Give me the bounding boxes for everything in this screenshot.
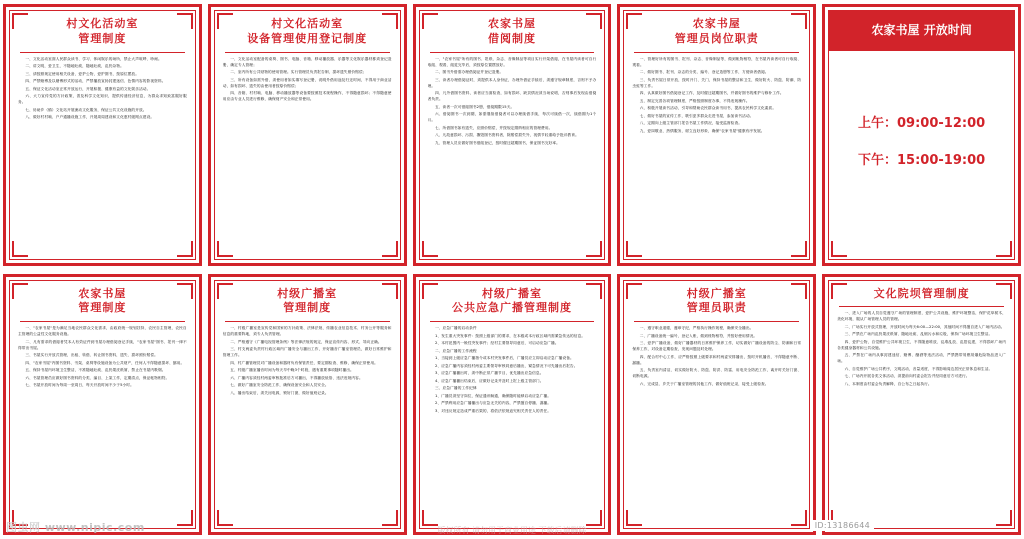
body-paragraph: 六、自觉维护广场公共秩序，文明活动，音量适度，不得影响周边居民正常休息和生活。 [844, 366, 993, 371]
title-line-1: 农家书屋 [78, 286, 127, 300]
body-paragraph: 七、做好书屋的宣传工作，吸引更多群众走进书屋，参加读书活动。 [639, 113, 754, 118]
body-paragraph: 六、书屋管理员应做好图书资料的分类、编目、上架工作，定期清点，保证帐物相符。 [25, 375, 170, 380]
title-divider [634, 52, 799, 53]
body-paragraph: 八、播出结束后，须关闭电源，锁好门窗，做好值班记录。 [230, 390, 329, 395]
poster-board [413, 4, 612, 266]
poster-board [208, 4, 407, 266]
poster-body [223, 326, 392, 522]
poster-cell [0, 270, 205, 539]
body-paragraph: 三、读者办理借阅证时，须提供本人身份证，办理外借证手续后，须遵守规章制度，否则不予办理。 [427, 77, 597, 88]
title-divider [430, 321, 595, 322]
poster-title [428, 287, 597, 317]
body-paragraph: 三、书屋实行开放式管理，出租、转借、转让图书资料，遗失、损坏照价赔偿。 [25, 353, 158, 358]
poster-board-hours [822, 4, 1021, 266]
title-line-1: 村级广播室 [686, 286, 747, 300]
body-paragraph: 一、遵守职业道德，遵章守纪，严格执行操作规程，确保安全播出。 [639, 326, 754, 331]
poster-title [18, 287, 187, 317]
body-paragraph: 3、对违反规定造成严重后果的，将依法依规追究相关责任人的责任。 [434, 408, 552, 413]
title-divider [430, 52, 595, 53]
body-paragraph: 二、讲文明，爱卫生，不随地吐痰，随地吐痰，乱扔杂物。 [25, 64, 124, 69]
body-paragraph: 二、室内所有公共财物的使用管理。实行管理员负责报告制，损坏遗失照价赔偿； [230, 70, 367, 75]
body-paragraph: 七、广场内开展各类文体活动，须提前向村委会报告并经同意后方可进行。 [844, 374, 970, 379]
title-line-2: 管理制度 [283, 301, 332, 315]
body-paragraph: 五、负责室内清洁，切实做好防火、防盗、防洪、防雷、用电安全防范工作，离开时关好门窗、切断电源。 [632, 368, 802, 379]
image-id-tag: ID:13186644 [811, 520, 874, 531]
poster-board [617, 4, 816, 266]
body-paragraph: 五、保持书屋内环境卫生整洁，不准随地吐痰、乱扔果皮纸屑，禁止在书屋内吸烟。 [25, 368, 166, 373]
poster-body [428, 326, 597, 522]
body-paragraph: 二、广场实行开放式管理，开放时间为每天6:00—22:00，其他时间不得擅自进入广场内活动。 [844, 324, 1005, 329]
body-paragraph: 五、保证文化活动室正常开放运行，开展积极、健康有益的文化娱乐活动。 [25, 86, 151, 91]
body-paragraph: 六、借阅图书一次到期，如需继续借阅者可以办理续借手续，每次可续借一次，续借期为1个月。 [427, 112, 597, 123]
body-paragraph: 三、负责书屋日常开放，按时开门、关门，保持书屋的整洁和卫生，做好防火、防盗、防潮、防虫蛀等工作。 [632, 77, 802, 88]
title-line-2: 管理员岗位职责 [674, 31, 759, 45]
body-paragraph: 七、做好广播室安全防范工作，确保设备安全和人员安全。 [230, 383, 329, 388]
body-paragraph: 九、爱岗敬业、热情服务，树立良好形象，确保"农家书屋"健康有序发展。 [639, 128, 765, 133]
title-divider [634, 321, 799, 322]
body-paragraph: 一、村级广播室是宣传党和国家的方针政策、法律法规、传播农业信息技术、村务公开等服务和信息的重要阵地，须专人负责管理。 [222, 326, 392, 337]
body-paragraph: 一、文化活动室面人民群众读书、学习、休闲娱乐的场所，禁止大声喧哗、吵闹。 [25, 56, 162, 61]
poster-title [632, 17, 801, 47]
body-paragraph: 六、广播内容须经村两委审核批准后方可播出，不得播放低俗、违法违规内容。 [230, 375, 363, 380]
watermark-brand: 图虫网 [6, 521, 41, 534]
poster-body [632, 326, 801, 522]
hours-list [837, 51, 1006, 253]
title-line-1: 农家书屋 [487, 17, 536, 30]
body-paragraph: 三、爱护广播设备，做好广播器材的日常维护保养工作，切实做好广播设备的防尘、防潮和日常保养工作，对设备定期检查，发现问题及时处理。 [632, 341, 802, 352]
poster-board [208, 274, 407, 536]
body-paragraph: 三、请按照规定使用相关设备，爱护公物，爱护图书，按原位摆放。 [25, 71, 140, 76]
body-paragraph: 五、制定完善各项管理制度，严格按照制度办事，不得违规操作。 [639, 98, 750, 103]
poster-cell [205, 0, 410, 270]
poster-body [223, 57, 392, 253]
hours-value: 09:00-12:00 [897, 115, 986, 131]
body-paragraph: 1、广播员须坚守岗位，保证通讯畅通，确保随时能够启动应急广播。 [434, 393, 552, 398]
body-paragraph: 四、爱护公物，自觉维护公共环境卫生，不得随意堆放、乱堆乱放、乱搭乱建，不得损坏广场内各类健身器材和公共设施。 [837, 339, 1006, 350]
poster-cell [0, 0, 205, 270]
poster-title [837, 287, 1006, 302]
copyright-note: 版权所有 请勿用于商业用途 下载后请删除 [437, 526, 587, 535]
body-paragraph: 八、凡故意损坏、污损、撕毁图书资料者，除赔偿损失外，视情节轻重给予批评教育。 [434, 133, 579, 138]
body-paragraph: 二、凡有需求的借阅者凭本人有效证件到书屋办理借阅登记手续，"农家书屋"图书、报刊一律不得带出书屋。 [18, 339, 187, 350]
title-divider [225, 321, 390, 322]
poster-cell [819, 270, 1024, 539]
poster-cell [205, 270, 410, 539]
body-paragraph: 四、严禁赌博及以赌博形式的活动，严禁播放宣扬封建迷信、色情内容的影视资料。 [25, 79, 166, 84]
body-paragraph: 三、应急广播的工作纪律 [434, 386, 477, 391]
body-paragraph: 八、定期向上级主管部门报告书屋工作情况，接受监督检查。 [639, 121, 743, 126]
body-paragraph: 七、所借图书如有遗失，应照价赔偿，并按规定缴纳相应的管理费用。 [434, 125, 553, 130]
title-line-1: 村文化活动室 [66, 17, 139, 30]
body-paragraph: 四、村广播管理员对广播设备和器材负有保管责任，要定期检查、维修，确保正常使用。 [230, 360, 378, 365]
hours-label: 下午： [858, 152, 898, 168]
title-line-1: 村级广播室 [277, 286, 338, 300]
title-line-2: 管理制度 [78, 31, 127, 45]
poster-board [617, 274, 816, 536]
body-paragraph: 4、应急广播播出结束后，应做好记录并及时上报上级主管部门。 [434, 378, 544, 383]
body-paragraph: 六、积极开展读书活动，引导和帮助农民群众读书用书，提高农民科学文化素质。 [639, 106, 777, 111]
poster-body [632, 57, 801, 253]
body-paragraph: 四、认真做好图书借阅登记工作，及时催还超期图书，并做好图书的维护与修补工作。 [639, 91, 784, 96]
body-paragraph: 一、"农家书屋"所有的图书、报纸、杂志、音像制品等项目实行开架借阅，在书屋内读者可自行取阅、观看，阅览完毕后，须按原位置摆放好。 [427, 56, 597, 67]
body-paragraph: 四、音箱、村村响、电脑、移动播放器等设备要按照技术规程操作，不得随意损坏；不得随意使用应由专业人员进行维修，确保财产安全和正常使用。 [222, 91, 392, 102]
poster-board [3, 4, 202, 266]
poster-title [18, 17, 187, 47]
poster-body [18, 326, 187, 522]
body-paragraph: 二、严格遵守《广播电视管理条例》等法律法规的规定，保证宣传内容、形式、导向正确。 [230, 339, 382, 344]
body-paragraph: 三、村支两委负责村行政区域内广播安全与播出工作，开好播音广播室管理员，做好日常维护和管理工作。 [222, 347, 392, 358]
body-paragraph: 1、当接到上级应急广播指令或本村突发事件后，广播员应立即启动应急广播设备。 [434, 356, 574, 361]
body-paragraph: 五、村级广播室播音时间为每天早中晚3个时段，遇有重要事项随时播出。 [230, 368, 354, 373]
hours-label: 上午： [858, 115, 898, 131]
title-line-2: 公共应急广播管理制度 [451, 301, 572, 315]
body-paragraph: 三、严禁在广场内乱扔果皮纸屑、随地吐痰、乱倒污水和垃圾，保持广场环境卫生整洁。 [844, 332, 993, 337]
watermark-url: www.nipic.com [44, 521, 145, 534]
poster-body [428, 57, 597, 253]
body-paragraph: 八、做好村村响、户户通播设施工作，开展周周建设和文化惠村级网点建设。 [25, 115, 155, 120]
hours-row-afternoon [837, 149, 1006, 168]
title-line-2: 管理制度 [78, 301, 127, 315]
title-line-1: 农家书屋 [692, 17, 741, 30]
body-paragraph: 一、进入广场的人员自觉遵守广场的管理制度，爱护公共设施，维护环境整洁，保护花草树木，美化环境，服从广场管理人员的管理。 [837, 311, 1006, 322]
title-divider [20, 321, 185, 322]
body-paragraph: 2、严禁利用应急广播播出与应急无关的内容，严禁擅自停播、漏播。 [434, 401, 552, 406]
poster-title [428, 17, 597, 47]
title-divider [839, 306, 1004, 307]
hours-row-morning [837, 112, 1006, 131]
body-paragraph: 2、本村范围内一般性突发事件；经村主要领导同意后，可启动应急广播。 [434, 341, 559, 346]
body-paragraph: 九、管理人员应做好图书借阅登记，按时催还超期图书，保证图书完好率。 [434, 140, 560, 145]
title-line-1: 农家书屋 [871, 23, 920, 37]
poster-cell [819, 0, 1024, 270]
poster-title [223, 17, 392, 47]
poster-board [822, 274, 1021, 536]
body-paragraph: 一、应急广播的启动条件 [434, 326, 477, 331]
poster-cell [410, 0, 615, 270]
poster-body [18, 57, 187, 253]
body-paragraph: 八、本制度由村委会负责解释，自公布之日起执行。 [844, 381, 932, 386]
body-paragraph: 四、凡外借图书资料，读者应当面检查，如有损坏、缺页情况须当场说明，否则事后发现由借阅者负责。 [427, 91, 597, 102]
poster-title [223, 287, 392, 317]
body-paragraph: 3、应急广播播出时，须中断正常广播节目，优先播出应急信息。 [434, 371, 544, 376]
body-paragraph: 一、文化活动室配备的桌椅、图书、电脑、音箱、移动播放器、乐器等文化娱乐器材都须登记造册，确定专人管理； [222, 56, 392, 67]
poster-title [632, 287, 801, 317]
poster-board [3, 274, 202, 536]
body-paragraph: 五、严禁在广场内从事封建迷信、赌博、酗酒等违法活动，严禁携带易燃易爆危险物品进入广场。 [837, 353, 1006, 364]
body-paragraph: 七、协助乡（镇）文化站开展流动文化服务，保证公共文化设施的开放。 [25, 107, 147, 112]
body-paragraph: 二、广播设备统一编号，登记入账，做到账物相符，并按好使用情况。 [639, 333, 758, 338]
body-paragraph: 七、书屋开放时间为每周一至周日，每天开放时间不少于5小时。 [25, 383, 134, 388]
body-paragraph: 1、发生重大突发事件：按照上级部门的要求，在本级或本行政区域内需紧急传达的信息。 [434, 333, 586, 338]
poster-cell [410, 270, 615, 539]
body-paragraph: 2、应急广播内容须经村两委主要领导审核同意后播出，紧急情况下可先播出后报告。 [434, 363, 578, 368]
title-divider [225, 52, 390, 53]
body-paragraph: 五、读者一次可借阅图书2册，借阅期限15天。 [434, 104, 515, 109]
body-paragraph: 四、配合村中心工作，应严格按照上级要求和村两委安排播出，按时开机播音，不得随意中断、漏播。 [632, 354, 802, 365]
body-paragraph: 六、大力宣传党的方针政策，普及科学文化知识，提供传递经济信息，为群众求知致富服好服务。 [18, 94, 187, 105]
body-paragraph: 一、管理好所有的图书、报刊、杂志、音像制品等，做到帐物相符，在书屋内读者可自行取阅、观看。 [632, 56, 802, 67]
body-paragraph: 四、"农家书屋"内图书资料、书架、桌椅等设施设备为公共财产，任何人不得随意损坏、挪用。 [25, 360, 185, 365]
body-paragraph: 二、应急广播的工作流程 [434, 348, 477, 353]
poster-cell [614, 270, 819, 539]
title-line-2: 借阅制度 [487, 31, 536, 45]
poster-title [829, 11, 1014, 51]
title-divider [20, 52, 185, 53]
hours-value: 15:00-19:00 [897, 152, 986, 168]
body-paragraph: 六、完成县、乡关于广播室管理的其他工作，做好值班记录，接受上级检查。 [639, 381, 769, 386]
body-paragraph: 二、图书外借需办理借阅证并登记造册。 [434, 70, 504, 75]
body-paragraph: 二、做好图书、报刊、杂志的分类、编号、登记造册等工作，方便读者借阅。 [639, 70, 769, 75]
poster-body [837, 311, 1006, 522]
title-line-1: 村级广播室 [481, 286, 542, 300]
site-watermark [6, 519, 145, 535]
poster-cell [614, 0, 819, 270]
title-line-2: 开放时间 [923, 23, 972, 37]
body-paragraph: 三、所有设备如需外借，须使用者如实填写登记册，说明外借用途及归还时间，不得用于商业活动，如有损坏、遗失的由使用者按原价赔偿； [222, 77, 392, 88]
body-paragraph: 一、"农家书屋"是为满足当地农民群众文化需求，由政府统一规划扶持，农民自主管理，农民自主管理的公益性文化服务设施。 [18, 326, 187, 337]
title-line-1: 文化院坝管理制度 [873, 286, 970, 300]
title-line-2: 设备管理使用登记制度 [247, 31, 368, 45]
poster-board [413, 274, 612, 536]
title-line-2: 管理员职责 [686, 301, 747, 315]
title-line-1: 村文化活动室 [271, 17, 344, 30]
